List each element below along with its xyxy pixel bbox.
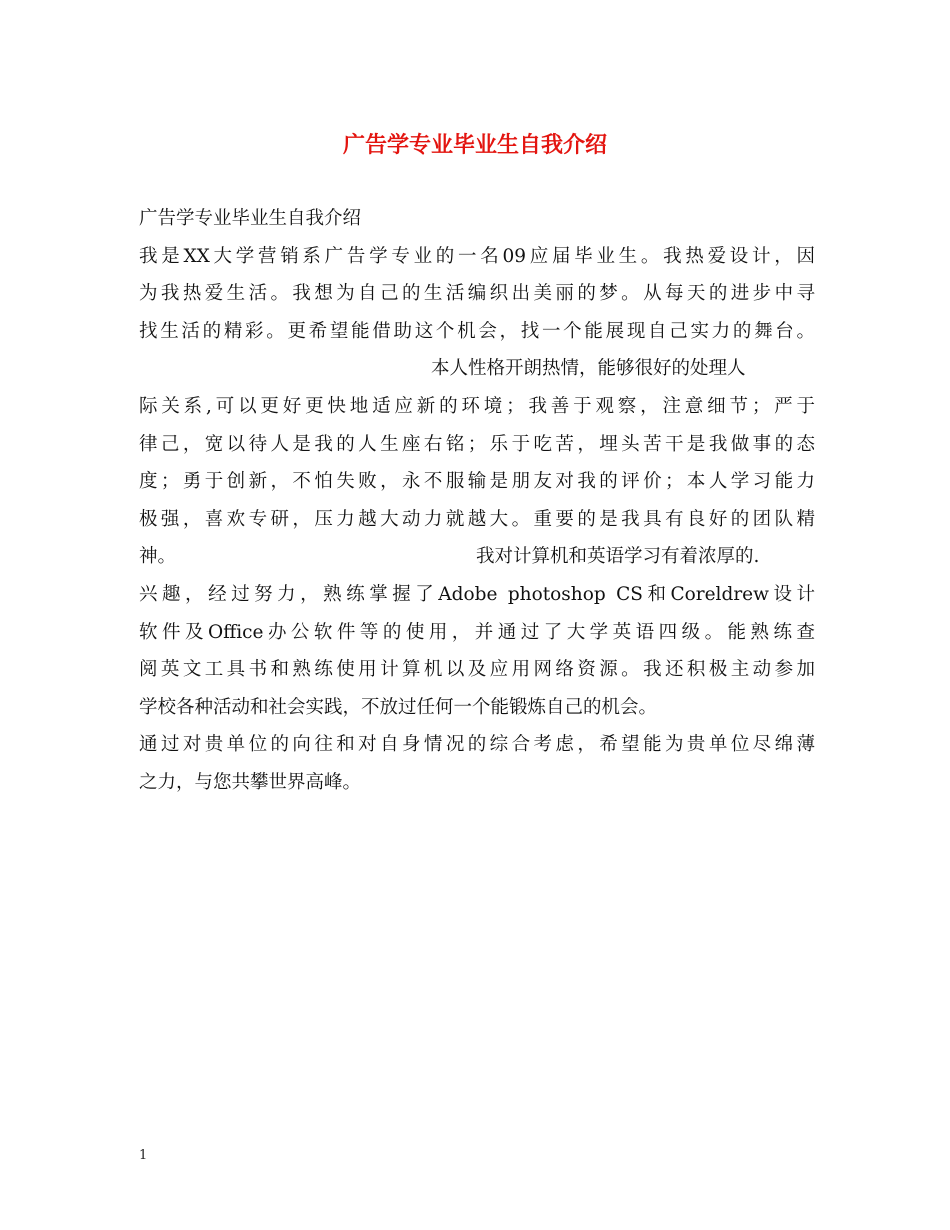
body-line: 极强，喜欢专研，压力越大动力就越大。重要的是我具有良好的团队精 xyxy=(139,508,815,530)
document-body xyxy=(139,200,815,802)
body-line: 度；勇于创新，不怕失败，永不服输是朋友对我的评价；本人学习能力 xyxy=(139,471,815,493)
body-line: 律己，宽以待人是我的人生座右铭；乐于吃苦，埋头苦干是我做事的态 xyxy=(139,433,815,455)
body-line-text: 我对计算机和英语学习有着浓厚的. xyxy=(476,546,760,568)
body-line-text: 本人性格开朗热情，能够很好的处理人 xyxy=(431,358,746,380)
body-line: 我是XX大学营销系广告学专业的一名09应届毕业生。我热爱设计，因 xyxy=(139,245,815,267)
body-line: 通过对贵单位的向往和对自身情况的综合考虑，希望能为贵单位尽绵薄 xyxy=(139,734,815,756)
body-line: 为我热爱生活。我想为自己的生活编织出美丽的梦。从每天的进步中寻 xyxy=(139,283,815,305)
body-line: 软件及Office办公软件等的使用，并通过了大学英语四级。能熟练查 xyxy=(139,621,815,643)
body-line-indented xyxy=(139,350,815,388)
body-line: 之力，与您共攀世界高峰。 xyxy=(139,771,362,793)
body-line: 兴趣，经过努力，熟练掌握了Adobe photoshop CS和Coreldrew设计 xyxy=(139,583,815,605)
body-line: 学校各种活动和社会实践，不放过任何一个能锻炼自己的机会。 xyxy=(139,696,658,718)
page-number: 1 xyxy=(139,1148,148,1163)
body-line-split xyxy=(139,538,815,576)
body-line-text: 神。 xyxy=(139,546,177,568)
body-line-subtitle: 广告学专业毕业生自我介绍 xyxy=(139,208,362,229)
body-line: 阅英文工具书和熟练使用计算机以及应用网络资源。我还积极主动参加 xyxy=(139,659,815,681)
body-line: 找生活的精彩。更希望能借助这个机会，找一个能展现自己实力的舞台。 xyxy=(139,320,815,342)
body-line: 际关系,可以更好更快地适应新的环境；我善于观察，注意细节；严于 xyxy=(139,395,815,417)
document-title: 广告学专业毕业生自我介绍 xyxy=(342,133,607,158)
